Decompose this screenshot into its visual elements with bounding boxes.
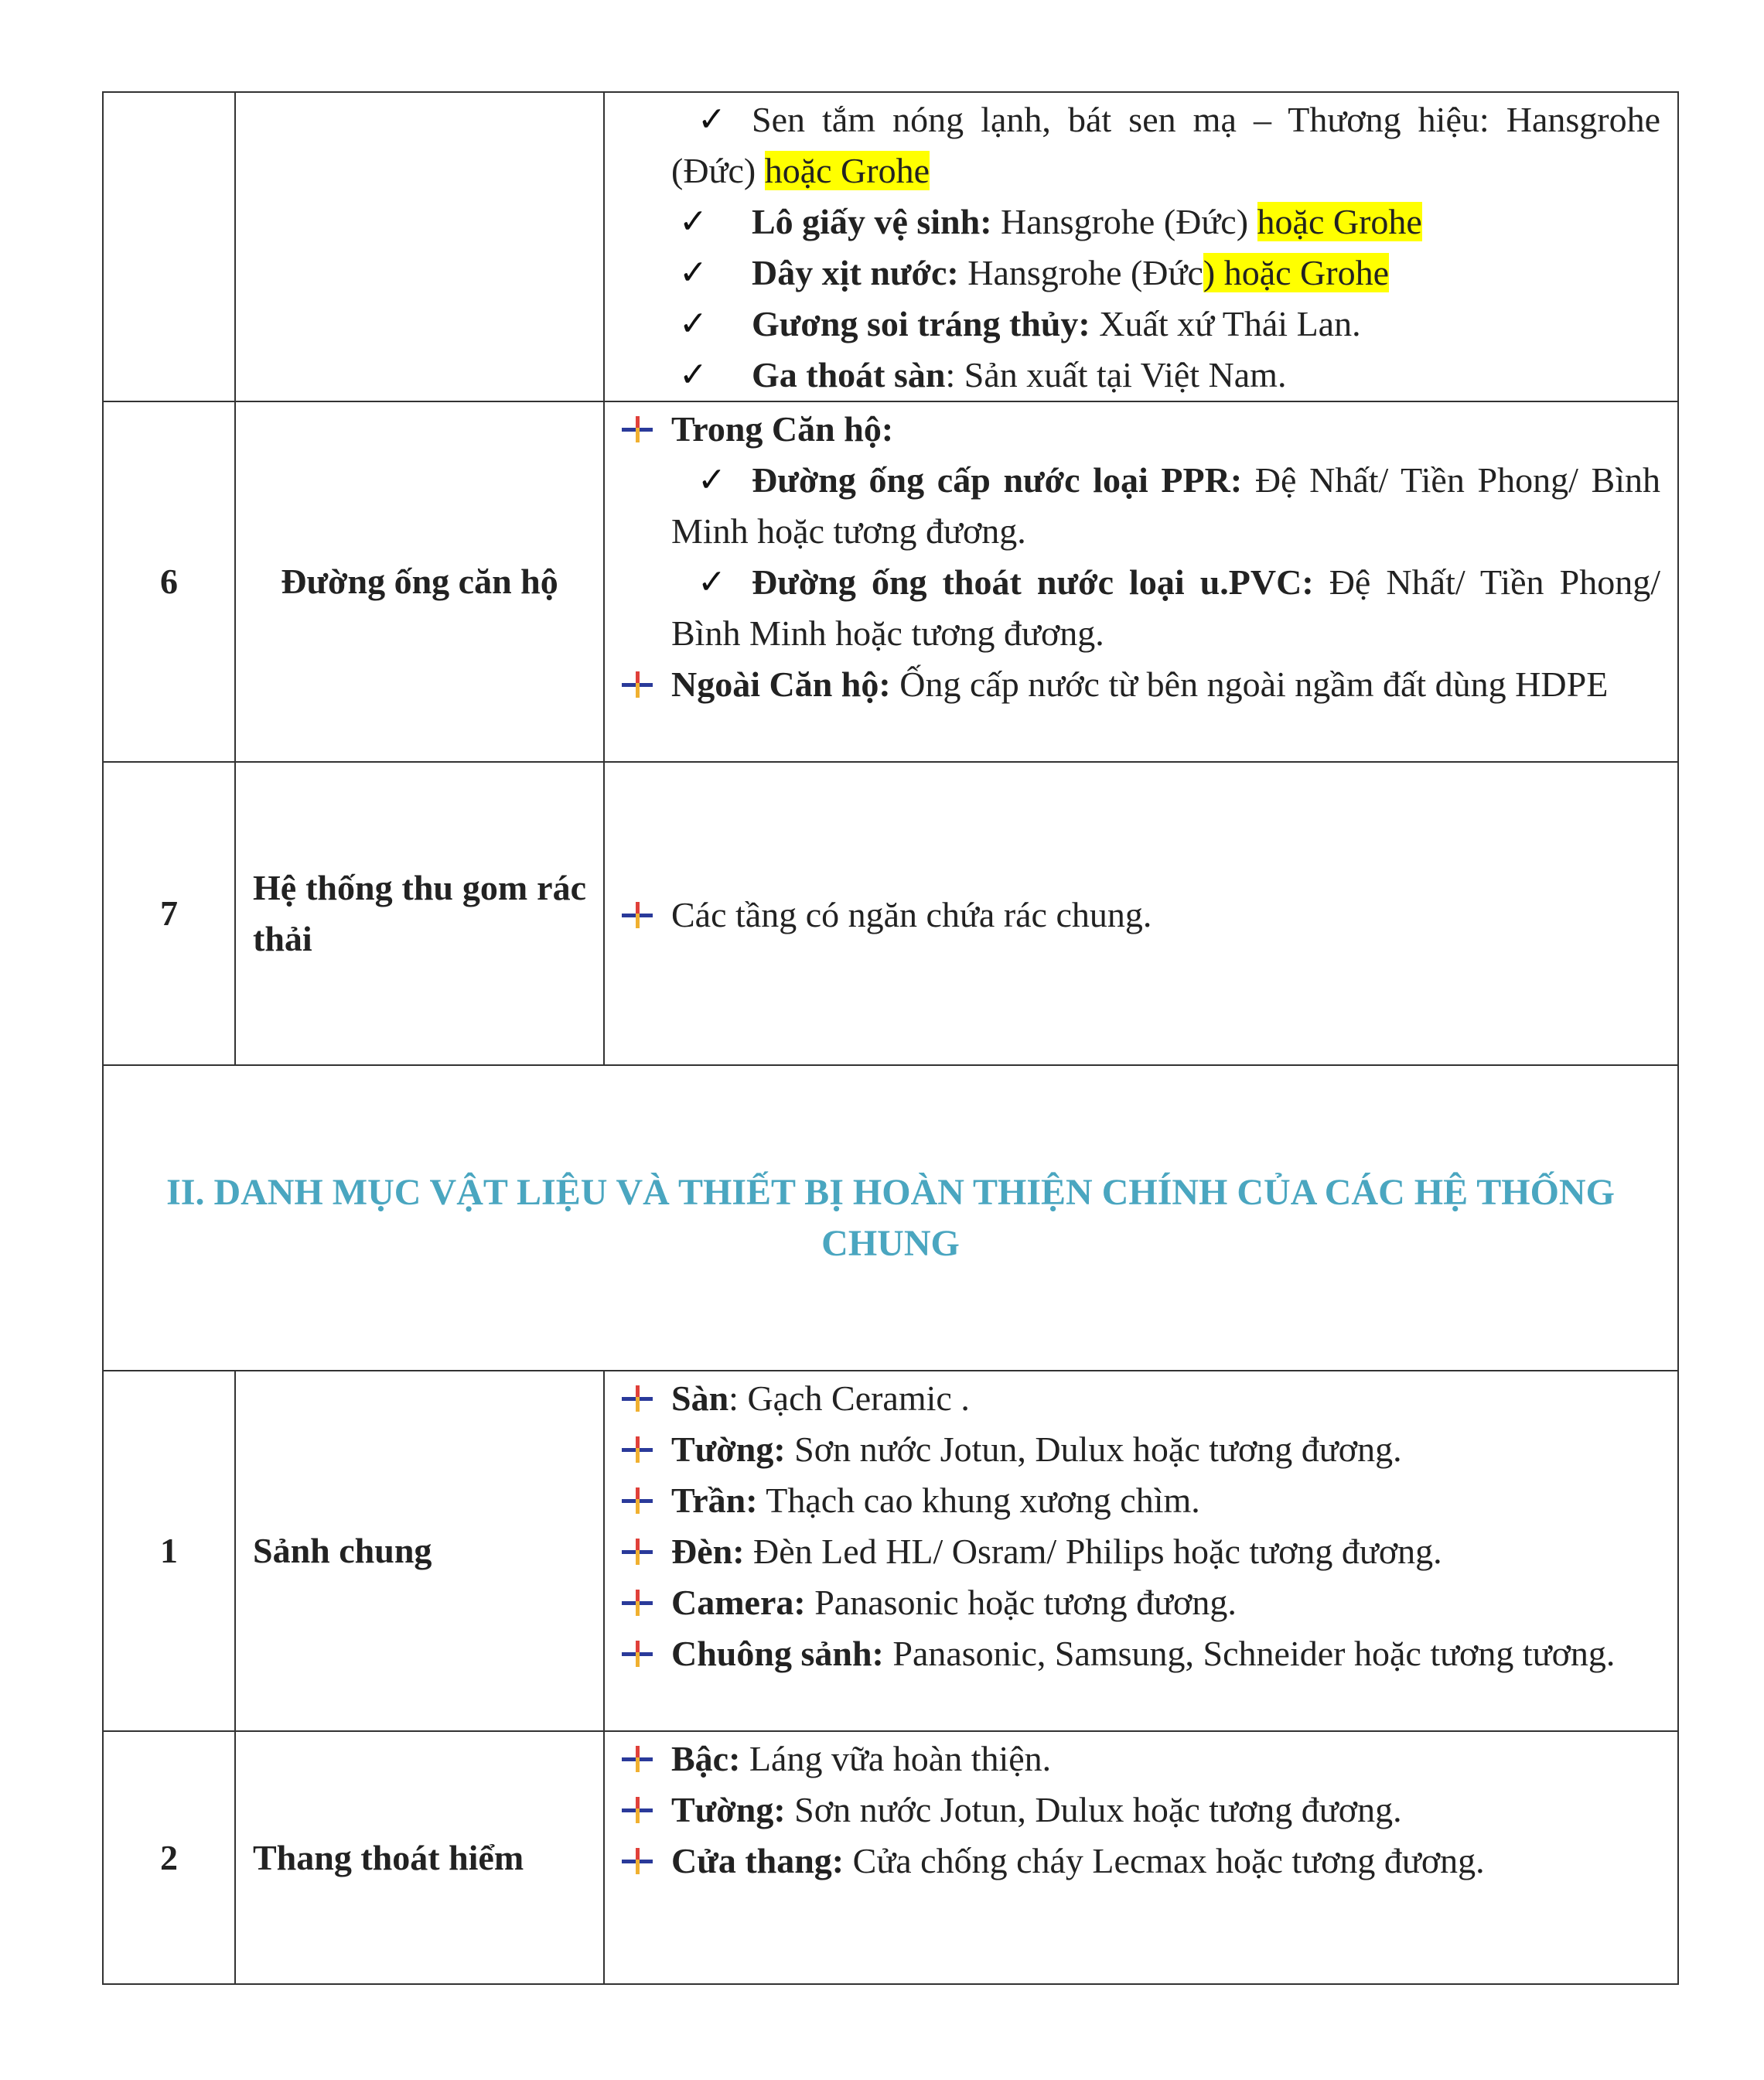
- item-text: Cửa chống cháy Lecmax hoặc tương đương.: [844, 1841, 1485, 1880]
- item-label: Đèn:: [671, 1532, 745, 1571]
- item-text: Đèn Led HL/ Osram/ Philips hoặc tương đương.: [744, 1532, 1442, 1571]
- materials-table: [102, 91, 1679, 1985]
- row-number-cell: [103, 92, 235, 401]
- row-content-cell: [604, 1731, 1678, 1984]
- item-text: Sơn nước Jotun, Dulux hoặc tương đương.: [785, 1429, 1402, 1469]
- list-item: [617, 1836, 1660, 1887]
- item-label: Trong Căn hộ:: [671, 409, 894, 449]
- list-item: [617, 1424, 1660, 1475]
- highlighted-text: hoặc Grohe: [1257, 202, 1422, 241]
- row-content-cell: [604, 1371, 1678, 1731]
- plus-bullet-icon: [622, 416, 653, 442]
- check-mark-icon: ✓: [679, 254, 708, 292]
- list-item: [617, 248, 1660, 299]
- item-label: Ga thoát sàn: [752, 355, 946, 394]
- item-label: Camera:: [671, 1583, 806, 1622]
- row-number-cell: 2: [103, 1731, 235, 1984]
- item-text: Ống cấp nước từ bên ngoài ngầm đất dùng HDPE: [890, 664, 1609, 704]
- row-number-cell: 7: [103, 762, 235, 1065]
- item-label: Bậc:: [671, 1739, 741, 1778]
- table-row: [103, 1371, 1678, 1731]
- list-item: [617, 94, 1660, 196]
- list-item: [617, 1577, 1660, 1628]
- item-text: Láng vữa hoàn thiện.: [740, 1739, 1052, 1778]
- section-header-cell: [103, 1065, 1678, 1371]
- plus-bullet-icon: [622, 1848, 653, 1874]
- plus-bullet-icon: [622, 1539, 653, 1565]
- row-content-cell: [604, 92, 1678, 401]
- item-text: Hansgrohe (Đức): [991, 202, 1257, 241]
- row-number-cell: 6: [103, 401, 235, 762]
- highlighted-text: ) hoặc Grohe: [1203, 253, 1389, 292]
- section-title: II. DANH MỤC VẬT LIỆU VÀ THIẾT BỊ HOÀN THIỆN CHÍNH CỦA CÁC HỆ THỐNG CHUNG: [166, 1171, 1615, 1264]
- check-mark-icon: ✓: [679, 356, 708, 394]
- plus-bullet-icon: [622, 1797, 653, 1823]
- plus-bullet-icon: [622, 1641, 653, 1667]
- item-label: Đường ống cấp nước loại PPR:: [752, 460, 1243, 500]
- plus-bullet-icon: [622, 671, 653, 698]
- table-row: [103, 401, 1678, 762]
- list-item: [617, 1526, 1660, 1577]
- list-item: [617, 890, 1660, 941]
- plus-bullet-icon: [622, 1487, 653, 1514]
- item-label: Sàn: [671, 1378, 729, 1418]
- item-label: Đường ống thoát nước loại u.PVC:: [752, 562, 1314, 602]
- row-number-cell: 1: [103, 1371, 235, 1731]
- list-item: [617, 350, 1660, 401]
- item-label: Gương soi tráng thủy:: [752, 304, 1090, 343]
- item-text: Panasonic hoặc tương đương.: [805, 1583, 1237, 1622]
- item-text: Thạch cao khung xương chìm.: [757, 1481, 1200, 1520]
- list-item: [617, 196, 1660, 248]
- table-row: [103, 92, 1678, 401]
- list-item: [617, 557, 1660, 659]
- list-item: [617, 1475, 1660, 1526]
- row-content-cell: [604, 762, 1678, 1065]
- item-text: : Sản xuất tại Việt Nam.: [945, 355, 1287, 394]
- list-item: [617, 455, 1660, 557]
- check-mark-icon: ✓: [679, 305, 708, 343]
- plus-bullet-icon: [622, 1746, 653, 1772]
- item-text: : Gạch Ceramic .: [728, 1378, 970, 1418]
- item-text: Xuất xứ Thái Lan.: [1090, 304, 1361, 343]
- list-item: [617, 1628, 1660, 1679]
- item-label: Ngoài Căn hộ:: [671, 664, 891, 704]
- plus-bullet-icon: [622, 1590, 653, 1616]
- item-label: Trần:: [671, 1481, 758, 1520]
- list-item: [617, 1733, 1660, 1785]
- table-row: [103, 1731, 1678, 1984]
- row-name-cell: Sảnh chung: [235, 1371, 604, 1731]
- check-mark-icon: ✓: [698, 461, 726, 499]
- item-label: Tường:: [671, 1790, 786, 1829]
- row-name-cell: Thang thoát hiểm: [235, 1731, 604, 1984]
- item-label: Dây xịt nước:: [752, 253, 959, 292]
- table-row: [103, 762, 1678, 1065]
- item-label: Cửa thang:: [671, 1841, 844, 1880]
- list-item: [617, 659, 1660, 710]
- check-mark-icon: ✓: [698, 563, 726, 601]
- row-content-cell: [604, 401, 1678, 762]
- list-item: [617, 299, 1660, 350]
- plus-bullet-icon: [622, 902, 653, 928]
- item-text: Đệ Nhất/ Tiền Phong/ Bình Minh hoặc tương đương.: [671, 460, 1660, 551]
- plus-bullet-icon: [622, 1385, 653, 1412]
- item-text: Sơn nước Jotun, Dulux hoặc tương đương.: [785, 1790, 1402, 1829]
- item-text: Panasonic, Samsung, Schneider hoặc tương tương.: [883, 1634, 1616, 1673]
- list-item: [617, 404, 1660, 455]
- row-name-cell: Hệ thống thu gom rác thải: [235, 762, 604, 1065]
- highlighted-text: hoặc Grohe: [764, 151, 930, 190]
- plus-bullet-icon: [622, 1436, 653, 1463]
- table-row: [103, 1065, 1678, 1371]
- item-label: Tường:: [671, 1429, 786, 1469]
- row-name-cell: [235, 92, 604, 401]
- item-text: Đệ Nhất/ Tiền Phong/ Bình Minh hoặc tương đương.: [671, 562, 1660, 653]
- item-text: Các tầng có ngăn chứa rác chung.: [671, 895, 1152, 934]
- item-text: Sen tắm nóng lạnh, bát sen mạ – Thương hiệu: Hansgrohe (Đức): [671, 100, 1660, 190]
- item-label: Lô giấy vệ sinh:: [752, 202, 992, 241]
- list-item: [617, 1785, 1660, 1836]
- row-name-cell: Đường ống căn hộ: [235, 401, 604, 762]
- item-label: Chuông sảnh:: [671, 1634, 884, 1673]
- check-mark-icon: ✓: [679, 203, 708, 241]
- list-item: [617, 1373, 1660, 1424]
- check-mark-icon: ✓: [698, 101, 726, 138]
- item-text: Hansgrohe (Đức: [958, 253, 1203, 292]
